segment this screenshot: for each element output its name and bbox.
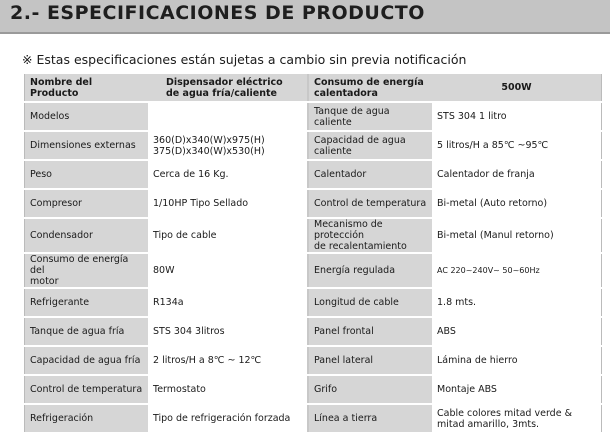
- header-band: [0, 0, 610, 34]
- spec-label: Refrigeración: [24, 405, 148, 432]
- spec-label: Refrigerante: [24, 289, 148, 316]
- table-header-row: [24, 74, 602, 101]
- spec-label: Tanque de agua caliente: [308, 103, 432, 130]
- spec-label: Modelos: [24, 103, 148, 130]
- header-cell-power-label: Consumo de energía calentadora: [308, 74, 432, 101]
- spec-value: Tipo de cable: [148, 219, 308, 252]
- spec-label: Mecanismo de protección de recalentamiento: [308, 219, 432, 252]
- table-row: [24, 254, 602, 287]
- spec-label: Grifo: [308, 376, 432, 403]
- spec-value: STS 304 3litros: [148, 318, 308, 345]
- spec-value: Bi-metal (Manul retorno): [432, 219, 602, 252]
- spec-label: Control de temperatura: [24, 376, 148, 403]
- spec-label: Capacidad de agua fría: [24, 347, 148, 374]
- spec-value: 360(D)x340(W)x975(H) 375(D)x340(W)x530(H): [148, 132, 308, 159]
- table-row: [24, 103, 602, 130]
- spec-label: Longitud de cable: [308, 289, 432, 316]
- spec-value: Calentador de franja: [432, 161, 602, 188]
- header-cell-power-value: 500W: [432, 74, 602, 101]
- table-row: [24, 376, 602, 403]
- spec-table: [24, 72, 602, 434]
- table-row: [24, 161, 602, 188]
- spec-label: Consumo de energía del motor: [24, 254, 148, 287]
- spec-value: 1/10HP Tipo Sellado: [148, 190, 308, 217]
- spec-label: Panel frontal: [308, 318, 432, 345]
- spec-label: Condensador: [24, 219, 148, 252]
- spec-label: Línea a tierra: [308, 405, 432, 432]
- spec-value: Termostato: [148, 376, 308, 403]
- spec-value: Montaje ABS: [432, 376, 602, 403]
- spec-value: Cerca de 16 Kg.: [148, 161, 308, 188]
- spec-label: Tanque de agua fría: [24, 318, 148, 345]
- table-row: [24, 318, 602, 345]
- page-title: 2.- ESPECIFICACIONES DE PRODUCTO: [10, 2, 425, 24]
- table-row: [24, 405, 602, 432]
- spec-label: Peso: [24, 161, 148, 188]
- reference-mark: ※: [22, 52, 33, 67]
- spec-label: Dimensiones externas: [24, 132, 148, 159]
- spec-value: AC 220~240V~ 50~60Hz: [432, 254, 602, 287]
- spec-label: Control de temperatura: [308, 190, 432, 217]
- spec-value: 1.8 mts.: [432, 289, 602, 316]
- spec-value: ABS: [432, 318, 602, 345]
- header-cell-product-name: Nombre del Producto: [24, 74, 148, 101]
- table-row: [24, 219, 602, 252]
- spec-value: 5 litros/H a 85℃ ~95℃: [432, 132, 602, 159]
- notice-line: [22, 52, 466, 67]
- table-row: [24, 190, 602, 217]
- notice-text: Estas especificaciones están sujetas a cambio sin previa notificación: [36, 52, 467, 67]
- table-row: [24, 289, 602, 316]
- header-cell-product: Dispensador eléctrico de agua fría/caliente: [148, 74, 308, 101]
- spec-value: [148, 103, 308, 130]
- spec-label: Compresor: [24, 190, 148, 217]
- spec-label: Energía regulada: [308, 254, 432, 287]
- table-row: [24, 132, 602, 159]
- spec-label: Panel lateral: [308, 347, 432, 374]
- table-row: [24, 347, 602, 374]
- spec-value: STS 304 1 litro: [432, 103, 602, 130]
- spec-value: Cable colores mitad verde & mitad amarillo, 3mts.: [432, 405, 602, 432]
- spec-value: Tipo de refrigeración forzada: [148, 405, 308, 432]
- spec-label: Capacidad de agua caliente: [308, 132, 432, 159]
- spec-value: R134a: [148, 289, 308, 316]
- spec-value: Bi-metal (Auto retorno): [432, 190, 602, 217]
- spec-value: 2 litros/H a 8℃ ~ 12℃: [148, 347, 308, 374]
- spec-label: Calentador: [308, 161, 432, 188]
- spec-value: 80W: [148, 254, 308, 287]
- spec-value: Lámina de hierro: [432, 347, 602, 374]
